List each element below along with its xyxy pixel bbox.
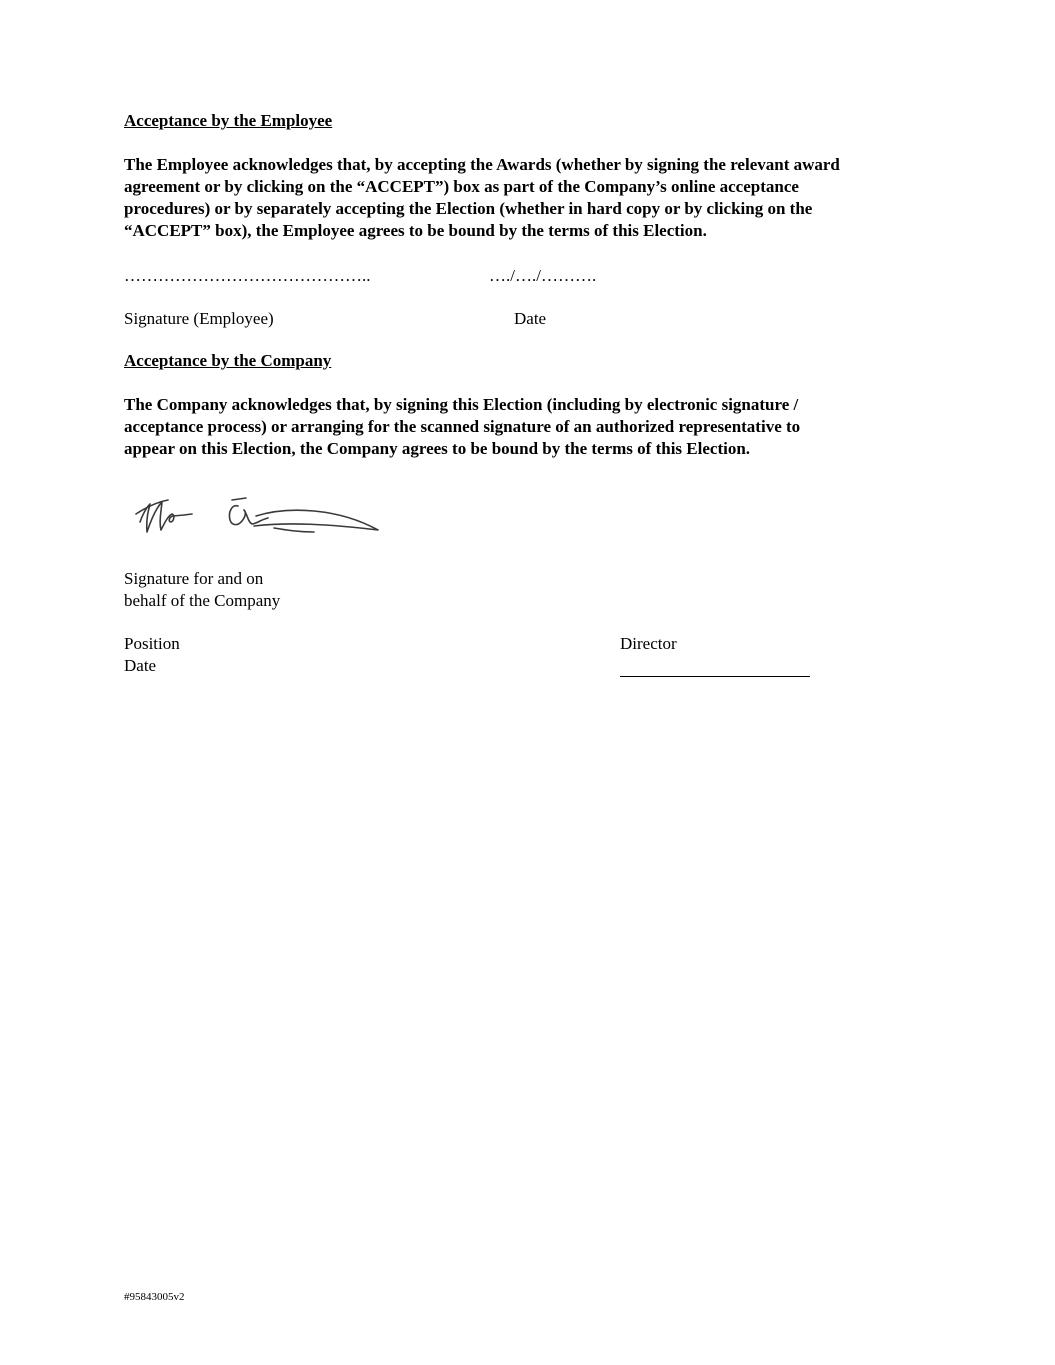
employee-date-label: Date	[514, 309, 547, 328]
paragraph-line: procedures) or by separately accepting the Election (whether in hard copy or by clicking on the	[124, 199, 813, 218]
paragraph-line: agreement or by clicking on the “ACCEPT”) box as part of the Company’s online acceptance	[124, 177, 799, 196]
company-signature-label	[124, 568, 280, 612]
position-label: Position	[124, 634, 180, 653]
employee-acceptance-heading: Acceptance by the Employee	[124, 111, 333, 130]
company-date-label: Date	[124, 656, 157, 675]
company-date-line	[620, 676, 810, 677]
employee-signature-label: Signature (Employee)	[124, 309, 274, 328]
employee-acknowledgement-paragraph	[124, 154, 944, 242]
company-signature-image	[128, 488, 398, 548]
paragraph-line: appear on this Election, the Company agrees to be bound by the terms of this Election.	[124, 439, 751, 458]
employee-date-line: …./…./……….	[489, 266, 597, 285]
position-value: Director	[620, 634, 677, 653]
paragraph-line: The Company acknowledges that, by signing this Election (including by electronic signature /	[124, 395, 799, 414]
company-acceptance-heading: Acceptance by the Company	[124, 351, 332, 370]
paragraph-line: acceptance process) or arranging for the scanned signature of an authorized representative to	[124, 417, 801, 436]
employee-signature-line: ……………………………………..	[124, 266, 371, 285]
company-acknowledgement-paragraph	[124, 394, 944, 460]
paragraph-line: The Employee acknowledges that, by accepting the Awards (whether by signing the relevant award	[124, 155, 840, 174]
handwritten-signature	[128, 488, 398, 548]
signature-label-line: behalf of the Company	[124, 591, 281, 610]
paragraph-line: “ACCEPT” box), the Employee agrees to be bound by the terms of this Election.	[124, 221, 707, 240]
document-id: #95843005v2	[124, 1291, 185, 1303]
signature-label-line: Signature for and on	[124, 569, 264, 588]
